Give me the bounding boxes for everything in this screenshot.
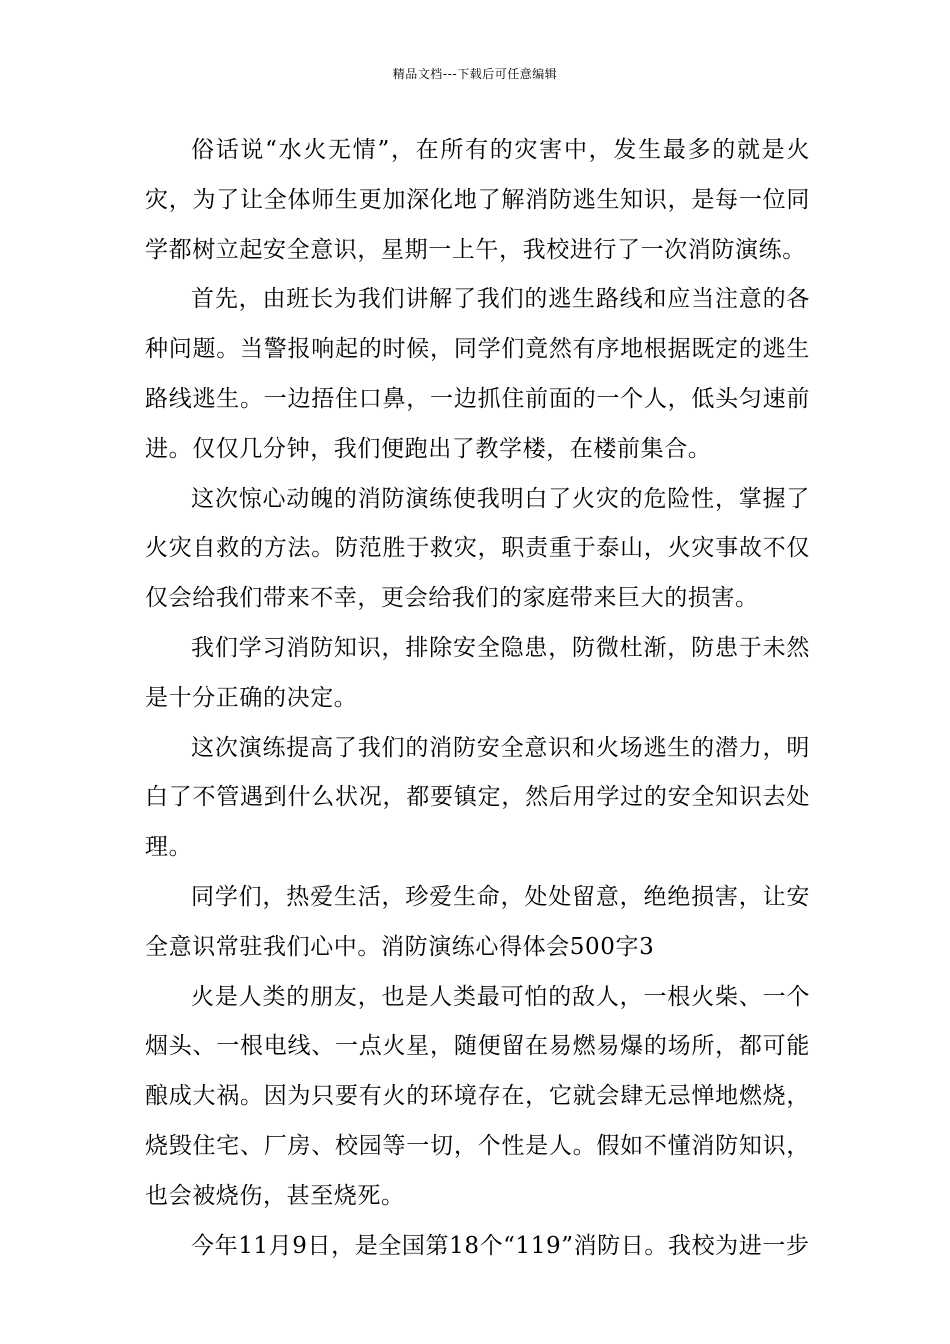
page-header: 精品文档---下载后可任意编辑	[392, 67, 558, 81]
document-body	[145, 126, 810, 1271]
paragraph-6: 同学们，热爱生活，珍爱生命，处处留意，绝绝损害，让安全意识常驻我们心中。消防演练心得体会500字3	[145, 883, 810, 960]
paragraph-8: 今年11月9日，是全国第18个“119”消防日。我校为进一步	[191, 1232, 810, 1259]
paragraph-3: 这次惊心动魄的消防演练使我明白了火灾的危险性，掌握了火灾自救的方法。防范胜于救灾，职责重于泰山，火灾事故不仅仅会给我们带来不幸，更会给我们的家庭带来巨大的损害。	[145, 485, 810, 612]
paragraph-5: 这次演练提高了我们的消防安全意识和火场逃生的潜力，明白了不管遇到什么状况，都要镇定，然后用学过的安全知识去处理。	[145, 734, 810, 861]
paragraph-1: 俗话说“水火无情”，在所有的灾害中，发生最多的就是火灾，为了让全体师生更加深化地了解消防逃生知识，是每一位同学都树立起安全意识，星期一上午，我校进行了一次消防演练。	[145, 137, 810, 263]
paragraph-4: 我们学习消防知识，排除安全隐患，防微杜渐，防患于未然是十分正确的决定。	[145, 634, 810, 711]
paragraph-2: 首先，由班长为我们讲解了我们的逃生路线和应当注意的各种问题。当警报响起的时候，同学们竟然有序地根据既定的逃生路线逃生。一边捂住口鼻，一边抓住前面的一个人，低头匀速前进。仅仅几分钟，我们便跑出了教学楼，在楼前集合。	[145, 286, 810, 462]
paragraph-7: 火是人类的朋友，也是人类最可怕的敌人，一根火柴、一个烟头、一根电线、一点火星，随便留在易燃易爆的场所，都可能酿成大祸。因为只要有火的环境存在，它就会肆无忌惮地燃烧，烧毁住宅、厂房、校园等一切，个性是人。假如不懂消防知识，也会被烧伤，甚至烧死。	[145, 983, 810, 1209]
